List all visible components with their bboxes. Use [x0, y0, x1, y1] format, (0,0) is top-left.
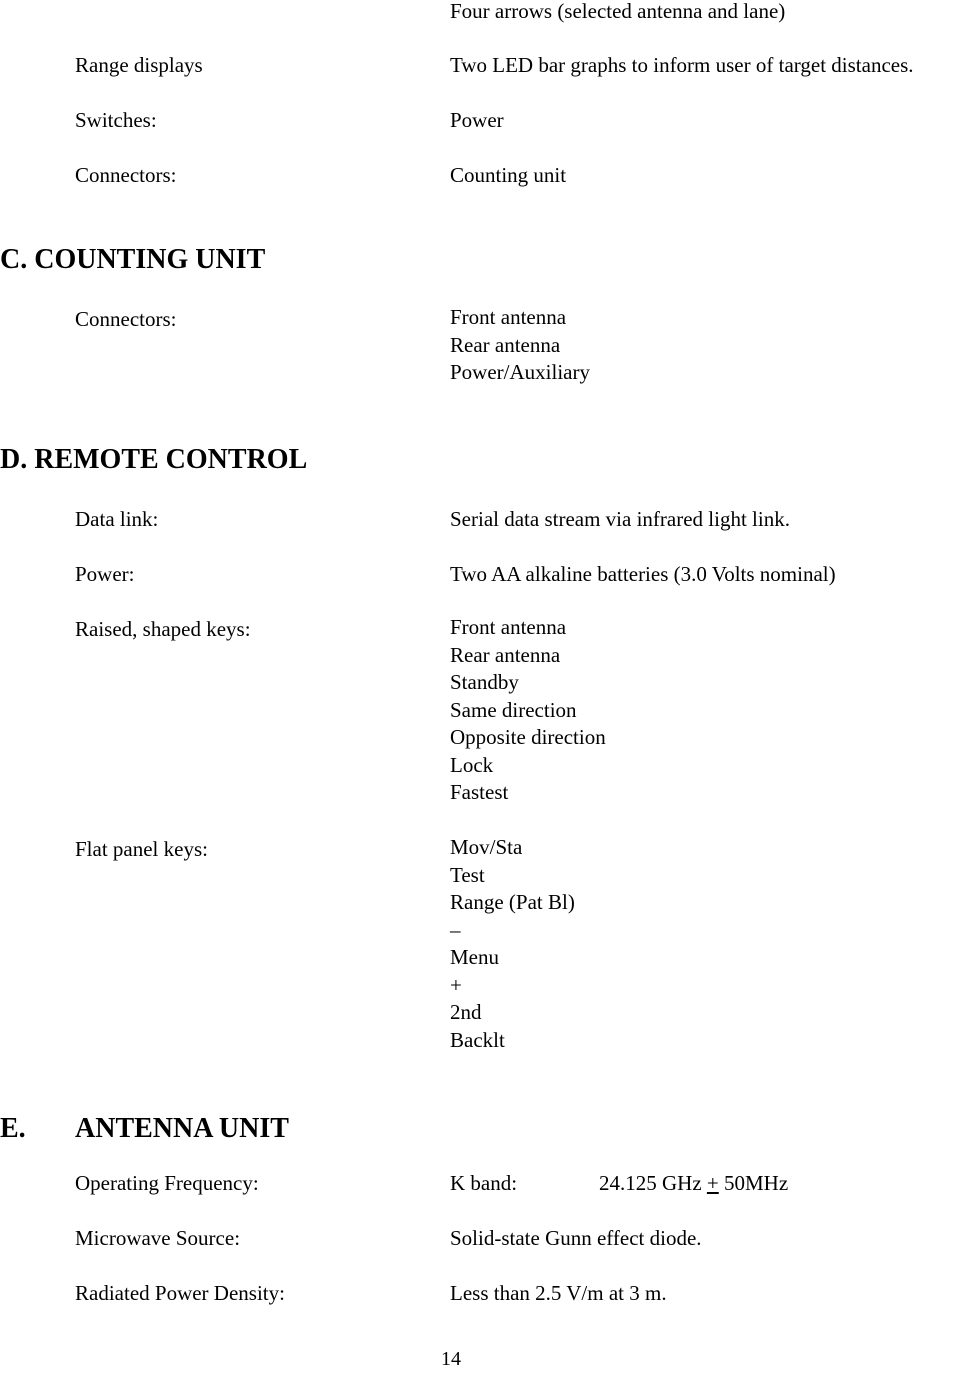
- flat-keys-list: [450, 834, 575, 1054]
- list-item: –: [450, 917, 461, 942]
- power-label: Power:: [75, 562, 135, 586]
- list-item: Range (Pat Bl): [450, 890, 575, 914]
- switches-value: Power: [450, 108, 504, 132]
- connectors-label: Connectors:: [75, 163, 177, 187]
- operating-frequency-label: Operating Frequency:: [75, 1171, 259, 1195]
- raised-keys-list: [450, 614, 606, 807]
- frequency-band: K band:: [450, 1171, 518, 1195]
- switches-label: Switches:: [75, 108, 157, 132]
- list-item: Front antenna: [450, 305, 567, 329]
- list-item: Lock: [450, 752, 494, 777]
- data-link-label: Data link:: [75, 507, 159, 531]
- power-value: Two AA alkaline batteries (3.0 Volts nominal): [450, 562, 836, 586]
- list-item: Power/Auxiliary: [450, 360, 590, 384]
- list-item: Same direction: [450, 697, 577, 722]
- list-item: Fastest: [450, 780, 509, 804]
- list-item: Standby: [450, 670, 519, 694]
- power-density-value: Less than 2.5 V/m at 3 m.: [450, 1281, 667, 1305]
- range-displays-label: Range displays: [75, 53, 203, 77]
- data-link-value: Serial data stream via infrared light link.: [450, 507, 790, 531]
- list-item: Front antenna: [450, 615, 567, 639]
- section-d-heading: D. REMOTE CONTROL: [0, 444, 308, 475]
- microwave-source-value: Solid-state Gunn effect diode.: [450, 1226, 702, 1250]
- list-item: 2nd: [450, 1000, 482, 1024]
- section-e-heading: ANTENNA UNIT: [75, 1113, 289, 1144]
- arrows-line: Four arrows (selected antenna and lane): [450, 0, 786, 23]
- list-item: +: [450, 972, 462, 997]
- raised-keys-label: Raised, shaped keys:: [75, 617, 251, 641]
- microwave-source-label: Microwave Source:: [75, 1226, 241, 1250]
- list-item: Test: [450, 862, 485, 887]
- connectors-value: Counting unit: [450, 163, 567, 187]
- counting-connectors-label: Connectors:: [75, 307, 177, 331]
- range-displays-value: Two LED bar graphs to inform user of target distances.: [450, 53, 914, 77]
- page-number: 14: [441, 1348, 461, 1370]
- power-density-label: Radiated Power Density:: [75, 1281, 285, 1305]
- list-item: Backlt: [450, 1027, 505, 1052]
- flat-keys-label: Flat panel keys:: [75, 837, 208, 861]
- section-c-heading: C. COUNTING UNIT: [0, 244, 266, 275]
- list-item: Mov/Sta: [450, 835, 523, 859]
- list-item: Menu: [450, 945, 499, 969]
- section-e-letter: E.: [0, 1113, 26, 1144]
- list-item: Rear antenna: [450, 642, 561, 667]
- plus-minus-sign: +: [706, 1171, 719, 1195]
- list-item: Rear antenna: [450, 332, 561, 357]
- frequency-value: 24.125 GHz + 50MHz: [599, 1171, 789, 1195]
- list-item: Opposite direction: [450, 725, 606, 749]
- counting-connectors-list: [450, 304, 590, 387]
